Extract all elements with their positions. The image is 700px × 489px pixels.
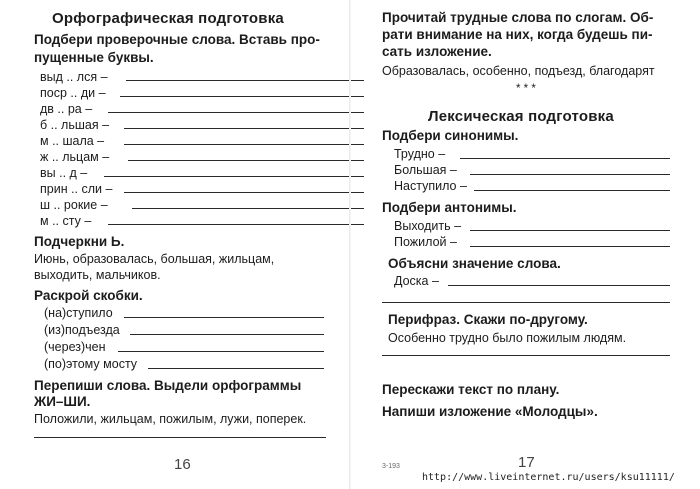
intro-line1: Прочитай трудные слова по слогам. Об- bbox=[382, 10, 654, 25]
print-code: 3-193 bbox=[382, 463, 400, 470]
answer-line bbox=[124, 144, 364, 145]
section4-heading-line1: Перепиши слова. Выдели орфограммы bbox=[34, 378, 302, 393]
answer-line bbox=[470, 246, 670, 247]
intro-words: Образовалась, особенно, подъезд, благодарят bbox=[382, 64, 655, 78]
word-prompt: б .. льшая – bbox=[40, 118, 110, 132]
intro-line2: рати внимание на них, когда будешь пи- bbox=[382, 27, 653, 42]
meaning-word: Доска – bbox=[394, 274, 439, 288]
right-page bbox=[350, 0, 700, 489]
word-prompt: ж .. льцам – bbox=[40, 150, 110, 164]
meaning-heading: Объясни значение слова. bbox=[388, 256, 561, 271]
synonym-item: Наступило – bbox=[394, 179, 467, 193]
word-prompt: ш .. рокие – bbox=[40, 198, 108, 212]
page-number-left: 16 bbox=[174, 456, 191, 473]
synonym-item: Трудно – bbox=[394, 147, 446, 161]
answer-line bbox=[470, 174, 670, 175]
divider-stars: * * * bbox=[516, 83, 536, 95]
answer-line bbox=[474, 190, 670, 191]
section1-heading-line2: пущенные буквы. bbox=[34, 50, 154, 65]
answer-line bbox=[126, 80, 364, 81]
retell-heading: Перескажи текст по плану. bbox=[382, 382, 560, 397]
section2-text-line1: Июнь, образовалась, большая, жильцам, bbox=[34, 252, 275, 266]
answer-line bbox=[108, 224, 364, 225]
section4-heading-line2: ЖИ–ШИ. bbox=[34, 394, 91, 409]
answer-line bbox=[382, 302, 670, 303]
answer-line bbox=[120, 96, 364, 97]
synonyms-heading: Подбери синонимы. bbox=[382, 128, 519, 143]
word-prompt: выд .. лся – bbox=[40, 70, 108, 84]
answer-line bbox=[124, 317, 324, 318]
bracket-item: (на)ступило bbox=[44, 306, 113, 320]
antonym-item: Пожилой – bbox=[394, 235, 457, 249]
antonyms-heading: Подбери антонимы. bbox=[382, 200, 517, 215]
answer-line bbox=[104, 176, 364, 177]
answer-line bbox=[460, 158, 670, 159]
intro-line3: сать изложение. bbox=[382, 44, 492, 59]
section1-heading-line1: Подбери проверочные слова. Вставь про- bbox=[34, 32, 320, 47]
section4-text: Положили, жильцам, пожилым, лужи, поперек. bbox=[34, 412, 307, 426]
section3-heading: Раскрой скобки. bbox=[34, 288, 143, 303]
word-prompt: поср .. ди – bbox=[40, 86, 106, 100]
answer-line bbox=[470, 230, 670, 231]
answer-line bbox=[118, 351, 324, 352]
footer-url: http://www.liveinternet.ru/users/ksu11111/ bbox=[422, 472, 675, 483]
answer-line bbox=[382, 355, 670, 356]
synonym-item: Большая – bbox=[394, 163, 457, 177]
answer-line bbox=[124, 192, 364, 193]
word-prompt: вы .. д – bbox=[40, 166, 88, 180]
bracket-item: (из)подъезда bbox=[44, 323, 120, 337]
answer-line bbox=[130, 334, 324, 335]
answer-line bbox=[108, 112, 364, 113]
antonym-item: Выходить – bbox=[394, 219, 462, 233]
page-number-right: 17 bbox=[518, 454, 535, 471]
word-prompt: дв .. ра – bbox=[40, 102, 93, 116]
answer-line bbox=[34, 437, 326, 438]
paraphrase-heading: Перифраз. Скажи по-другому. bbox=[388, 312, 588, 327]
section2-heading: Подчеркни Ь. bbox=[34, 234, 125, 249]
bracket-item: (через)чен bbox=[44, 340, 106, 354]
answer-line bbox=[124, 128, 364, 129]
left-page-title: Орфографическая подготовка bbox=[52, 10, 284, 27]
right-page-title: Лексическая подготовка bbox=[428, 108, 614, 125]
word-prompt: м .. сту – bbox=[40, 214, 92, 228]
paraphrase-text: Особенно трудно было пожилым людям. bbox=[388, 331, 627, 345]
bracket-item: (по)этому мосту bbox=[44, 357, 138, 371]
answer-line bbox=[148, 368, 324, 369]
word-prompt: прин .. сли – bbox=[40, 182, 113, 196]
write-heading: Напиши изложение «Молодцы». bbox=[382, 404, 598, 419]
word-prompt: м .. шала – bbox=[40, 134, 105, 148]
answer-line bbox=[132, 208, 364, 209]
section2-text-line2: выходить, мальчиков. bbox=[34, 268, 161, 282]
answer-line bbox=[448, 285, 670, 286]
answer-line bbox=[128, 160, 364, 161]
